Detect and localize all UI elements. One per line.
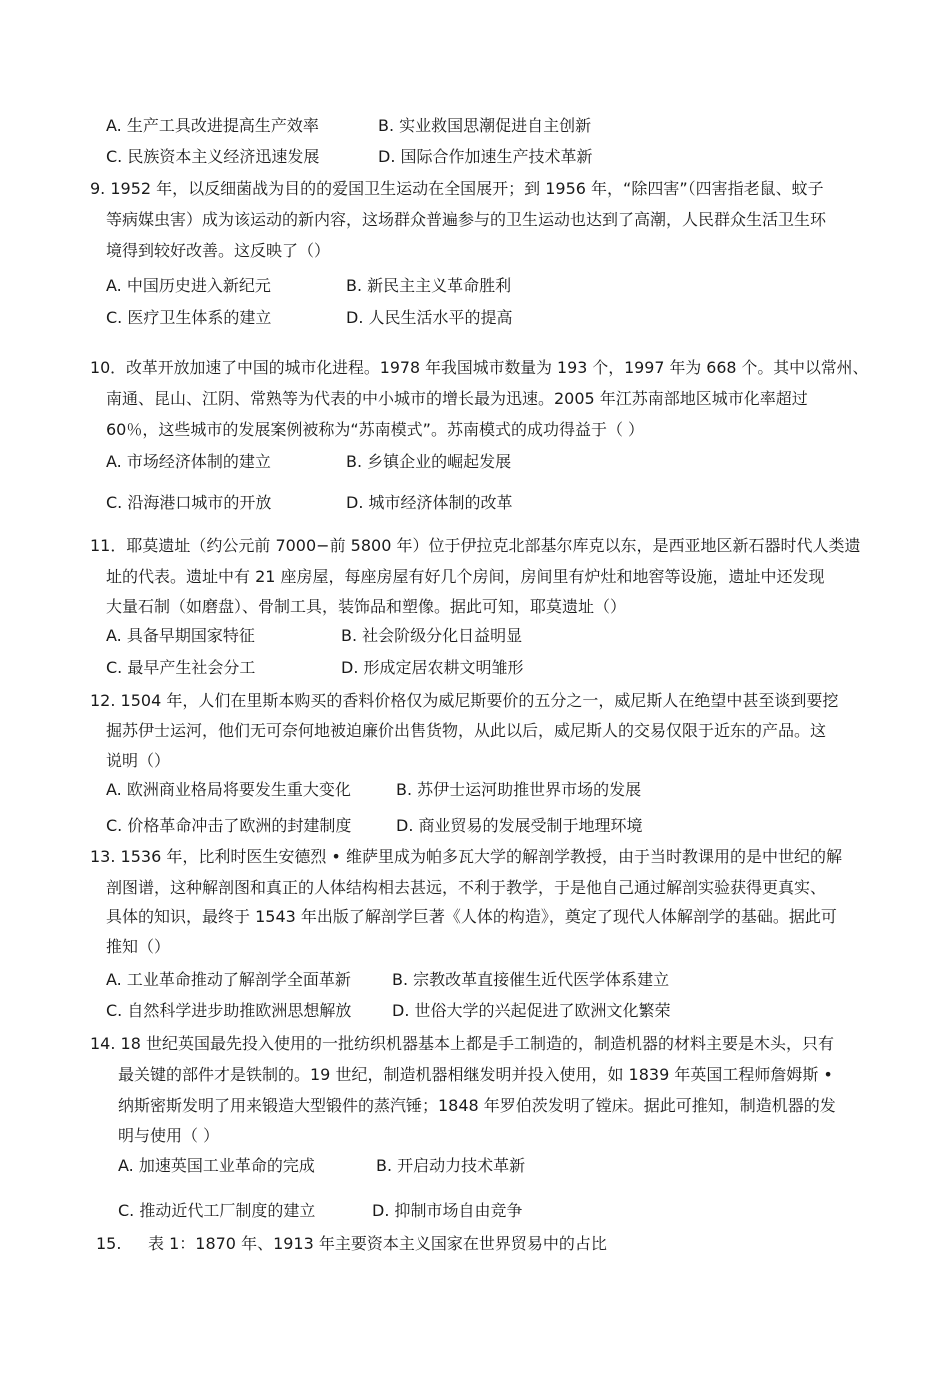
q9-option-b: B. 新民主主义革命胜利: [346, 276, 512, 295]
q13-option-c: C. 自然科学进步助推欧洲思想解放: [106, 1001, 352, 1020]
q10-stem-line-2: 南通、昆山、江阴、常熟等为代表的中小城市的增长最为迅速。2005 年江苏南部地区城市化率超过: [106, 389, 808, 408]
q12-stem-line-1: 12. 1504 年，人们在里斯本购买的香料价格仅为威尼斯要价的五分之一，威尼斯人在绝望中甚至谈到要挖: [90, 691, 839, 710]
q9-option-d: D. 人民生活水平的提高: [346, 308, 513, 327]
q9-stem-line-2: 等病媒虫害）成为该运动的新内容，这场群众普遍参与的卫生运动也达到了高潮，人民群众生活卫生环: [106, 210, 827, 229]
q11-option-d: D. 形成定居农耕文明雏形: [341, 658, 524, 677]
q12-option-b: B. 苏伊士运河助推世界市场的发展: [396, 780, 642, 799]
q10-stem-line-3: 60％，这些城市的发展案例被称为“苏南模式”。苏南模式的成功得益于（ ）: [106, 420, 645, 439]
q13-stem-line-4: 推知（）: [106, 937, 171, 956]
q9-option-a: A. 中国历史进入新纪元: [106, 276, 271, 295]
q13-stem-line-2: 剖图谱，这种解剖图和真正的人体结构相去甚远，不利于教学，于是他自己通过解剖实验获得更真实、: [106, 878, 827, 897]
q8-option-a: A. 生产工具改进提高生产效率: [106, 116, 319, 135]
q11-option-c: C. 最早产生社会分工: [106, 658, 256, 677]
q13-option-d: D. 世俗大学的兴起促进了欧洲文化繁荣: [392, 1001, 671, 1020]
q14-stem-line-2: 最关键的部件才是铁制的。19 世纪，制造机器相继发明并投入使用，如 1839 年英国工程师詹姆斯 •: [118, 1065, 833, 1084]
q13-stem-line-3: 具体的知识，最终于 1543 年出版了解剖学巨著《人体的构造》，奠定了现代人体解剖学的基础。据此可: [106, 907, 837, 926]
q10-option-d: D. 城市经济体制的改革: [346, 493, 513, 512]
q14-option-d: D. 抑制市场自由竞争: [372, 1201, 523, 1220]
q14-stem-line-3: 纳斯密斯发明了用来锻造大型锻件的蒸汽锤；1848 年罗伯茨发明了镗床。据此可推知，制造机器的发: [118, 1096, 836, 1115]
q14-stem-line-4: 明与使用（ ）: [118, 1126, 220, 1145]
q9-stem-line-1: 9. 1952 年，以反细菌战为目的的爱国卫生运动在全国展开；到 1956 年，“除四害”（四害指老鼠、蚊子: [90, 179, 824, 198]
q9-option-c: C. 医疗卫生体系的建立: [106, 308, 272, 327]
q14-option-c: C. 推动近代工厂制度的建立: [118, 1201, 316, 1220]
q10-option-a: A. 市场经济体制的建立: [106, 452, 271, 471]
q13-stem-line-1: 13. 1536 年，比利时医生安德烈 • 维萨里成为帕多瓦大学的解剖学教授，由于当时教课用的是中世纪的解: [90, 847, 842, 866]
q10-stem-line-1: 10．改革开放加速了中国的城市化进程。1978 年我国城市数量为 193 个，1997 年为 668 个。其中以常州、: [90, 358, 869, 377]
q11-stem-line-1: 11．耶莫遗址（约公元前 7000−前 5800 年）位于伊拉克北部基尔库克以东，是西亚地区新石器时代人类遗: [90, 536, 861, 555]
q13-option-a: A. 工业革命推动了解剖学全面革新: [106, 970, 351, 989]
q8-option-c: C. 民族资本主义经济迅速发展: [106, 147, 320, 166]
q9-stem-line-3: 境得到较好改善。这反映了（）: [106, 241, 331, 260]
q10-option-b: B. 乡镇企业的崛起发展: [346, 452, 512, 471]
q12-stem-line-3: 说明（）: [106, 751, 171, 770]
q12-option-d: D. 商业贸易的发展受制于地理环境: [396, 816, 643, 835]
q11-option-a: A. 具备早期国家特征: [106, 626, 255, 645]
q12-option-a: A. 欧洲商业格局将要发生重大变化: [106, 780, 351, 799]
q13-option-b: B. 宗教改革直接催生近代医学体系建立: [392, 970, 670, 989]
q8-option-d: D. 国际合作加速生产技术革新: [378, 147, 593, 166]
q14-option-b: B. 开启动力技术革新: [376, 1156, 526, 1175]
q15-number: 15.: [96, 1234, 122, 1253]
q11-stem-line-3: 大量石制（如磨盘）、骨制工具，装饰品和塑像。据此可知，耶莫遗址（）: [106, 597, 627, 616]
q12-stem-line-2: 掘苏伊士运河，他们无可奈何地被迫廉价出售货物，从此以后，威尼斯人的交易仅限于近东的产品。这: [106, 721, 827, 740]
q8-option-b: B. 实业救国思潮促进自主创新: [378, 116, 592, 135]
q12-option-c: C. 价格革命冲击了欧洲的封建制度: [106, 816, 352, 835]
q14-stem-line-1: 14. 18 世纪英国最先投入使用的一批纺织机器基本上都是手工制造的，制造机器的材料主要是木头，只有: [90, 1034, 834, 1053]
q14-option-a: A. 加速英国工业革命的完成: [118, 1156, 315, 1175]
q11-stem-line-2: 址的代表。遗址中有 21 座房屋，每座房屋有好几个房间，房间里有炉灶和地窖等设施，遗址中还发现: [106, 567, 825, 586]
q15-table-caption: 表 1：1870 年、1913 年主要资本主义国家在世界贸易中的占比: [148, 1234, 607, 1253]
q10-option-c: C. 沿海港口城市的开放: [106, 493, 272, 512]
q11-option-b: B. 社会阶级分化日益明显: [341, 626, 523, 645]
